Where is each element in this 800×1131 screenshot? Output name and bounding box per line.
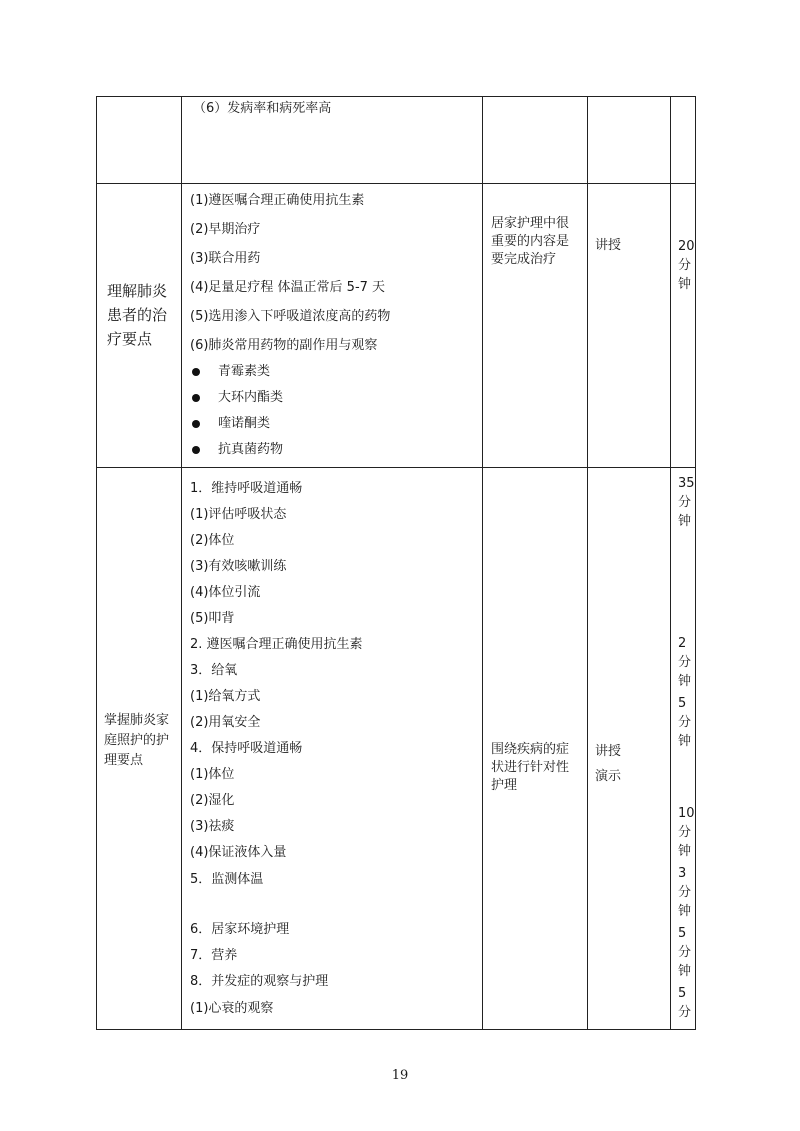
row2-topic-line-1: 理解肺炎 — [107, 282, 168, 300]
row2-time-1: 20 — [678, 239, 695, 254]
row3-time-3-unit1: 分 — [678, 715, 692, 730]
row3-note-line-3: 护理 — [491, 778, 518, 793]
row3-time-7-num: 5 — [678, 986, 687, 1001]
row2-bullet-3: 喹诺酮类 — [218, 416, 271, 431]
row3-item-1: 1．维持呼吸道通畅 — [190, 481, 303, 496]
row3-item-19: 8．并发症的观察与护理 — [190, 974, 329, 989]
row3-time-5-unit2: 钟 — [678, 904, 692, 919]
row3-time-2-unit1: 分 — [678, 655, 692, 670]
row2-item-3: (3)联合用药 — [190, 251, 261, 266]
row-divider — [97, 183, 695, 184]
row3-item-15: (4)保证液体入量 — [190, 845, 287, 860]
row2-method: 讲授 — [595, 238, 622, 253]
row3-method-line-2: 演示 — [595, 769, 622, 784]
row3-time-4-unit1: 分 — [678, 825, 692, 840]
row3-item-4: (3)有效咳嗽训练 — [190, 559, 287, 574]
row3-item-3: (2)体位 — [190, 533, 235, 548]
column-divider — [181, 97, 182, 1029]
row3-time-3-unit2: 钟 — [678, 734, 692, 749]
row3-item-8: 3．给氧 — [190, 663, 238, 678]
row3-time-1-unit2: 钟 — [678, 514, 692, 529]
row3-item-18: 7．营养 — [190, 948, 238, 963]
row3-time-1-num: 35 — [678, 476, 695, 491]
row3-topic-line-1: 掌握肺炎家 — [104, 713, 170, 728]
row3-item-11: 4．保持呼吸道通畅 — [190, 741, 303, 756]
row3-time-6-unit2: 钟 — [678, 964, 692, 979]
row3-time-5-num: 3 — [678, 866, 687, 881]
column-divider — [670, 97, 671, 1029]
row2-item-6: (6)肺炎常用药物的副作用与观察 — [190, 338, 378, 353]
row3-topic-line-3: 理要点 — [104, 753, 144, 768]
row1-content: （6）发病率和病死率高 — [193, 101, 332, 116]
row3-time-1-unit1: 分 — [678, 495, 692, 510]
row3-item-2: (1)评估呼吸状态 — [190, 507, 287, 522]
row3-time-2-num: 2 — [678, 636, 687, 651]
row3-item-13: (2)湿化 — [190, 793, 235, 808]
row3-item-5: (4)体位引流 — [190, 585, 261, 600]
row-divider — [97, 467, 695, 468]
row3-topic-line-2: 庭照护的护 — [104, 733, 170, 748]
row3-time-2-unit2: 钟 — [678, 674, 692, 689]
row3-item-14: (3)祛痰 — [190, 819, 235, 834]
row3-item-6: (5)叩背 — [190, 611, 235, 626]
row2-topic-line-2: 患者的治 — [107, 306, 168, 324]
column-divider — [482, 97, 483, 1029]
row3-time-6-unit1: 分 — [678, 945, 692, 960]
row3-time-4-unit2: 钟 — [678, 844, 692, 859]
row2-bullet-2: 大环内酯类 — [218, 390, 284, 405]
row2-time-3: 钟 — [678, 277, 692, 292]
row3-time-5-unit1: 分 — [678, 885, 692, 900]
row3-item-20: (1)心衰的观察 — [190, 1001, 274, 1016]
lesson-plan-table — [96, 96, 696, 1030]
row3-time-7-unit1: 分 — [678, 1005, 692, 1020]
row3-time-6-num: 5 — [678, 926, 687, 941]
row3-item-7: 2. 遵医嘱合理正确使用抗生素 — [190, 637, 363, 652]
row3-time-4-num: 10 — [678, 806, 695, 821]
row3-item-16: 5．监测体温 — [190, 872, 264, 887]
row2-item-1: (1)遵医嘱合理正确使用抗生素 — [190, 193, 365, 208]
row2-bullet-4: 抗真菌药物 — [218, 442, 284, 457]
row3-note-line-2: 状进行针对性 — [491, 760, 570, 775]
row2-time-2: 分 — [678, 258, 692, 273]
row2-note-line-2: 重要的内容是 — [491, 234, 570, 249]
row3-item-12: (1)体位 — [190, 767, 235, 782]
row2-note-line-3: 要完成治疗 — [491, 252, 557, 267]
row2-item-2: (2)早期治疗 — [190, 222, 261, 237]
row3-time-3-num: 5 — [678, 696, 687, 711]
row2-note-line-1: 居家护理中很 — [491, 216, 570, 231]
row3-item-9: (1)给氧方式 — [190, 689, 261, 704]
column-divider — [587, 97, 588, 1029]
page-number: 19 — [391, 1068, 409, 1083]
row3-item-17: 6．居家环境护理 — [190, 922, 290, 937]
row3-item-10: (2)用氧安全 — [190, 715, 261, 730]
row3-note-line-1: 围绕疾病的症 — [491, 742, 570, 757]
row3-method-line-1: 讲授 — [595, 744, 622, 759]
row2-item-4: (4)足量足疗程 体温正常后 5-7 天 — [190, 280, 386, 295]
row2-item-5: (5)选用渗入下呼吸道浓度高的药物 — [190, 309, 391, 324]
row2-bullet-1: 青霉素类 — [218, 364, 271, 379]
row2-topic-line-3: 疗要点 — [107, 330, 153, 348]
